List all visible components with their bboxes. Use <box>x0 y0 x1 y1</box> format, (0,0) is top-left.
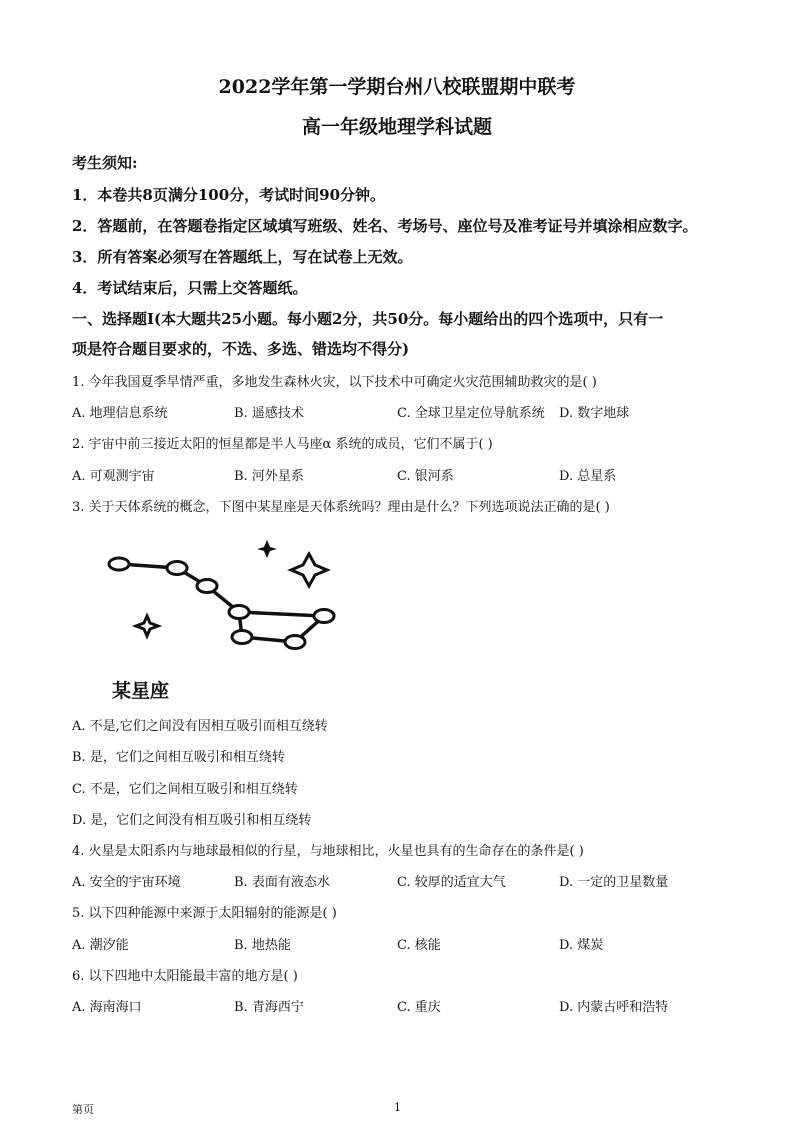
star-node <box>314 610 334 623</box>
option-c: C. 重庆 <box>397 1000 441 1015</box>
question-stem: 6. 以下四地中太阳能最丰富的地方是( ) <box>72 969 298 984</box>
option-c: C. 全球卫星定位导航系统 <box>397 406 545 421</box>
page-number: 1 <box>394 1101 401 1114</box>
section-heading: 一、选择题Ⅰ(本大题共25小题。每小题2分，共50分。每小题给出的四个选项中，只有一 <box>72 310 664 328</box>
option-d: D. 一定的卫星数量 <box>559 875 669 890</box>
footer-label: 第页 <box>72 1103 94 1116</box>
notice-item: 4．考试结束后，只需上交答题纸。 <box>72 279 308 297</box>
option-d: D. 煤炭 <box>559 938 604 953</box>
sparkle-star-icon <box>257 540 277 558</box>
option-a: A. 地理信息系统 <box>72 406 168 421</box>
option-b: B. 遥感技术 <box>234 406 304 421</box>
option-a: A. 海南海口 <box>72 1000 142 1015</box>
figure-caption: 某星座 <box>112 680 170 702</box>
option-d: D. 总星系 <box>559 469 617 484</box>
option-b: B. 地热能 <box>234 938 291 953</box>
option-a: A. 可观测宇宙 <box>72 469 155 484</box>
option-c: C. 不是，它们之间相互吸引和相互绕转 <box>72 782 298 797</box>
option-d: D. 是，它们之间没有相互吸引和相互绕转 <box>72 813 312 828</box>
star-node <box>167 562 187 575</box>
option-a: A. 不是,它们之间没有因相互吸引而相互绕转 <box>72 719 328 734</box>
option-c: C. 较厚的适宜大气 <box>397 875 506 890</box>
question-stem: 5. 以下四种能源中来源于太阳辐射的能源是( ) <box>72 906 337 921</box>
notice-heading: 考生须知: <box>72 154 138 172</box>
option-a: A. 安全的宇宙环境 <box>72 875 181 890</box>
sparkle-star-icon <box>136 616 158 636</box>
option-c: C. 银河系 <box>397 469 454 484</box>
option-b: B. 表面有液态水 <box>234 875 330 890</box>
star-node <box>109 558 129 570</box>
sparkle-star-icon <box>291 554 327 586</box>
star-node <box>232 631 252 644</box>
option-a: A. 潮汐能 <box>72 938 129 953</box>
notice-item: 3．所有答案必须写在答题纸上，写在试卷上无效。 <box>72 248 413 266</box>
option-b: B. 青海西宁 <box>234 1000 304 1015</box>
option-d: D. 数字地球 <box>559 406 630 421</box>
notice-item: 1．本卷共8页满分100分，考试时间90分钟。 <box>72 186 386 204</box>
question-stem: 2. 宇宙中前三接近太阳的恒星都是半人马座α 系统的成员，它们不属于( ) <box>72 437 493 452</box>
question-stem: 1. 今年我国夏季旱情严重，多地发生森林火灾，以下技术中可确定火灾范围辅助救灾的是( ) <box>72 375 597 390</box>
exam-title: 2022学年第一学期台州八校联盟期中联考 <box>218 76 576 98</box>
exam-subtitle: 高一年级地理学科试题 <box>301 116 492 138</box>
question-stem: 4. 火星是太阳系内与地球最相似的行星，与地球相比，火星也具有的生命存在的条件是( ) <box>72 844 584 859</box>
section-heading-cont: 项是符合题目要求的，不选、多选、错选均不得分) <box>72 340 410 358</box>
option-c: C. 核能 <box>397 938 441 953</box>
option-b: B. 是，它们之间相互吸引和相互绕转 <box>72 750 285 765</box>
option-d: D. 内蒙古呼和浩特 <box>559 1000 669 1015</box>
question-stem: 3. 关于天体系统的概念，下图中某星座是天体系统吗？理由是什么？下列选项说法正确的是( ) <box>72 500 610 515</box>
notice-item: 2．答题前，在答题卷指定区域填写班级、姓名、考场号、座位号及准考证号并填涂相应数字。 <box>72 217 698 235</box>
star-node <box>229 606 249 619</box>
star-node <box>197 580 217 593</box>
star-node <box>285 636 305 649</box>
option-b: B. 河外星系 <box>234 469 304 484</box>
constellation-figure <box>95 532 355 662</box>
